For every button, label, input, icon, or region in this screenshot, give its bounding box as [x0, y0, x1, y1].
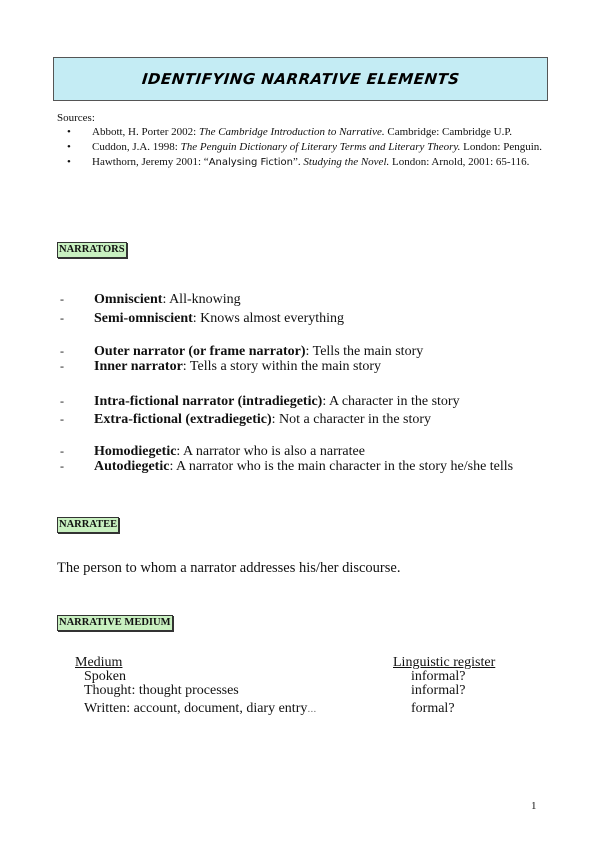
medium-table-row — [75, 684, 525, 698]
page-number: 1 — [531, 800, 537, 812]
source-author: Abbott, H. Porter 2002: — [92, 126, 199, 138]
medium-table-row — [75, 670, 525, 684]
dash-marker: - — [60, 292, 64, 306]
register-column-header: Linguistic register — [393, 655, 496, 670]
medium-cell: Thought: thought processes — [84, 683, 239, 698]
dash-marker: - — [60, 459, 64, 473]
source-chapter: Analysing Fiction — [208, 157, 294, 168]
section-label-narrators: NARRATORS — [57, 242, 127, 258]
register-cell: informal? — [411, 683, 466, 698]
narrator-item — [60, 444, 560, 459]
narrator-item — [60, 359, 560, 374]
narrator-item — [60, 412, 560, 427]
medium-table-header — [75, 656, 525, 670]
register-cell: informal? — [411, 669, 466, 684]
narrator-group-knowledge — [60, 292, 560, 326]
bullet-icon: • — [67, 141, 71, 153]
narrator-item — [60, 459, 560, 474]
dash-marker: - — [60, 344, 64, 358]
medium-table — [75, 656, 525, 716]
narrator-group-diegetic — [60, 444, 560, 474]
narrator-term: Homodiegetic — [94, 444, 177, 459]
narrator-term: Semi-omniscient — [94, 311, 193, 326]
section-label-narratee: NARRATEE — [57, 517, 119, 533]
ellipsis-mark: … — [307, 705, 317, 715]
sources-heading: Sources: — [57, 112, 95, 124]
narrator-desc: : All-knowing — [162, 292, 241, 307]
narrator-term: Extra-fictional (extradiegetic) — [94, 412, 272, 427]
medium-cell-text: Written: account, document, diary entry — [84, 701, 308, 716]
narrator-desc: : A narrator who is the main character in the story he/she tells — [169, 459, 514, 474]
medium-column-header: Medium — [75, 655, 123, 670]
dash-marker: - — [60, 359, 64, 373]
narrator-term: Intra-fictional narrator (intradiegetic) — [94, 394, 323, 409]
narrator-desc: : Tells the main story — [305, 344, 424, 359]
source-author: Hawthorn, Jeremy 2001: “ — [92, 156, 209, 168]
source-publisher: Cambridge: Cambridge U.P. — [384, 126, 513, 138]
narrator-desc: : Not a character in the story — [271, 412, 432, 427]
sources-list — [57, 126, 547, 171]
narrator-group-frame — [60, 344, 560, 374]
source-publisher: London: Penguin. — [460, 141, 543, 153]
source-author: Cuddon, J.A. 1998: — [92, 141, 181, 153]
narrator-desc: : Knows almost everything — [192, 311, 345, 326]
source-publisher: London: Arnold, 2001: 65-116. — [389, 156, 530, 168]
narrator-item — [60, 292, 560, 307]
narrator-term: Omniscient — [94, 292, 163, 307]
source-title: Studying the Novel. — [303, 156, 390, 168]
narrator-item — [60, 394, 560, 409]
source-item — [57, 126, 547, 139]
narrator-term: Autodiegetic — [94, 459, 170, 474]
source-title: The Cambridge Introduction to Narrative. — [198, 126, 385, 138]
narrator-group-fictional — [60, 394, 560, 427]
narrator-desc: : A character in the story — [322, 394, 460, 409]
medium-cell — [84, 702, 316, 717]
dash-marker: - — [60, 394, 64, 408]
source-punctuation: ”. — [293, 156, 304, 168]
source-title: The Penguin Dictionary of Literary Terms and Literary Theory. — [180, 141, 461, 153]
title-box — [53, 57, 548, 101]
dash-marker: - — [60, 311, 64, 325]
bullet-icon: • — [67, 156, 71, 168]
dash-marker: - — [60, 412, 64, 426]
narratee-definition: The person to whom a narrator addresses his/her discourse. — [57, 560, 401, 576]
section-label-narrative-medium: NARRATIVE MEDIUM — [57, 615, 173, 631]
source-item — [57, 141, 547, 154]
bullet-icon: • — [67, 126, 71, 138]
narrator-desc: : A narrator who is also a narratee — [176, 444, 365, 459]
narrator-term: Inner narrator — [94, 359, 183, 374]
medium-cell: Spoken — [84, 669, 126, 684]
register-cell: formal? — [411, 701, 455, 716]
narrator-item — [60, 344, 560, 359]
narrator-item — [60, 311, 560, 326]
dash-marker: - — [60, 444, 64, 458]
narrator-desc: : Tells a story within the main story — [182, 359, 382, 374]
medium-table-row — [75, 702, 525, 716]
narrator-term: Outer narrator (or frame narrator) — [94, 344, 306, 359]
document-title: IDENTIFYING NARRATIVE ELEMENTS — [140, 70, 461, 88]
source-item — [57, 156, 547, 169]
